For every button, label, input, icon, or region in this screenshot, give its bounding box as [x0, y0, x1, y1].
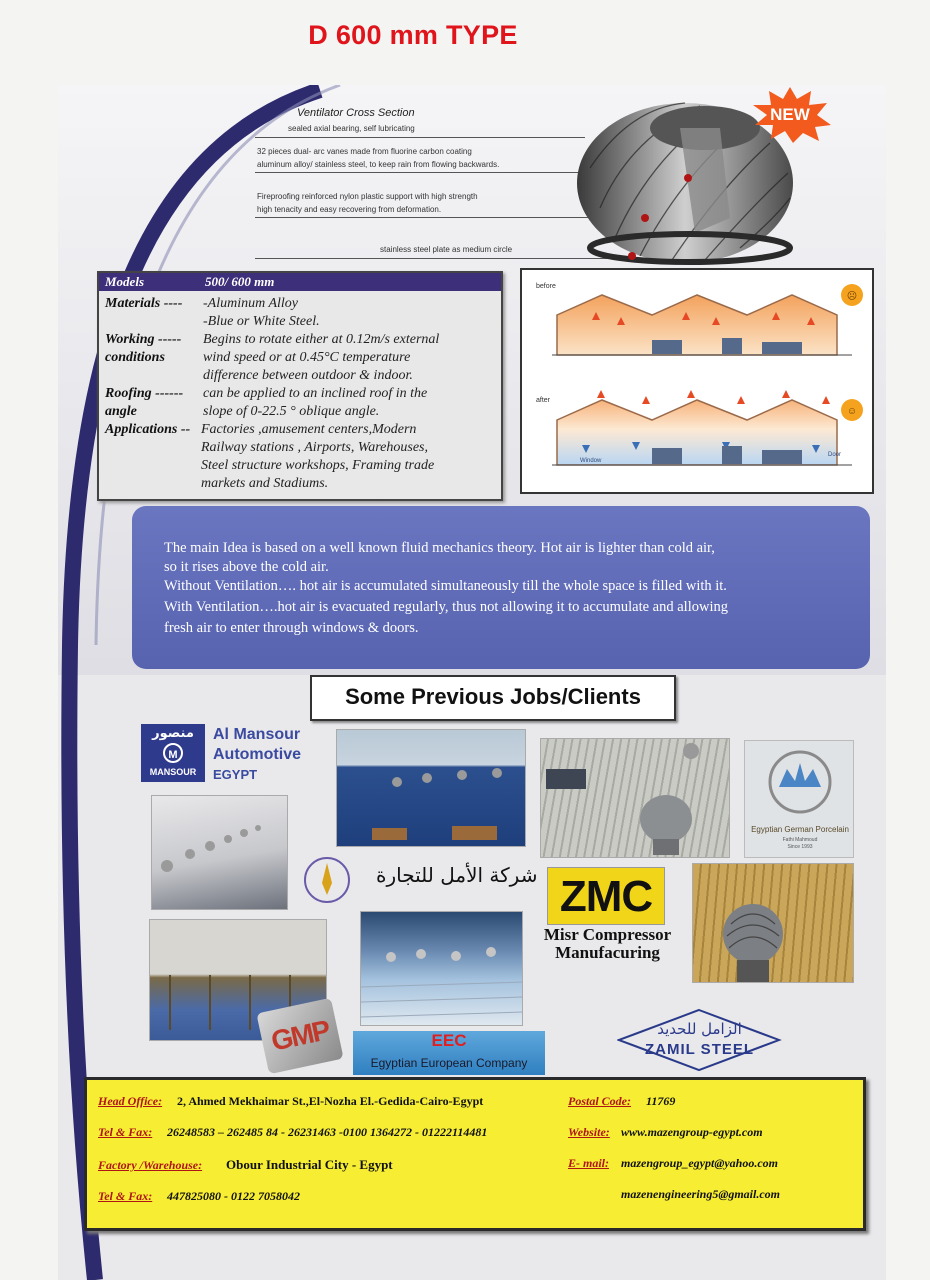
- zmc-line2: Manufacuring: [555, 943, 660, 962]
- zamil-name: ZAMIL STEEL: [644, 1041, 755, 1058]
- spec-value: Begins to rotate either at 0.12m/s external: [203, 332, 440, 347]
- before-after-diagram: [520, 268, 874, 494]
- new-badge-icon: [745, 85, 835, 145]
- callout-line: [255, 172, 600, 173]
- photo-blue-factory: [336, 729, 526, 847]
- website-value[interactable]: www.mazengroup-egypt.com: [621, 1125, 763, 1139]
- egp-logo: [744, 740, 854, 858]
- spec-header-value: 500/ 600 mm: [205, 274, 275, 289]
- spec-value: difference between outdoor & indoor.: [203, 368, 413, 383]
- window-label: Window: [580, 458, 602, 464]
- tel2-label: Tel & Fax:: [98, 1189, 153, 1203]
- spec-header-label: Models: [105, 274, 144, 289]
- zamil-arabic: الزامل للحديد: [657, 1020, 742, 1038]
- roof-ventilator: [541, 739, 730, 858]
- ventilator-closeup: [693, 864, 854, 983]
- email-label: E- mail:: [568, 1156, 609, 1170]
- tel1-label: Tel & Fax:: [98, 1125, 153, 1139]
- mansour-arabic: منصور: [152, 726, 194, 741]
- postal-value: 11769: [646, 1094, 676, 1108]
- idea-box: [132, 506, 870, 669]
- crown-icon: [765, 747, 835, 817]
- mansour-line3: EGYPT: [213, 767, 258, 782]
- zamil-logo: [617, 1008, 782, 1072]
- after-label: after: [536, 397, 551, 404]
- email2-value[interactable]: mazenengineering5@gmail.com: [621, 1187, 780, 1201]
- factory-label: Factory /Warehouse:: [98, 1158, 203, 1172]
- cross-section-note: aluminum alloy/ stainless steel, to keep rain from flowing backwards.: [257, 160, 500, 169]
- egp-sub2: Since 1993: [787, 844, 813, 850]
- photo-roof-ventilator: [540, 738, 730, 858]
- idea-line: Without Ventilation…. hot air is accumulated simultaneously till the whole space is filled with it.: [164, 578, 727, 594]
- factory-value: Obour Industrial City - Egypt: [226, 1157, 393, 1172]
- spec-value: can be applied to an inclined roof in the: [203, 386, 428, 401]
- zmc-line1: Misr Compressor: [543, 925, 672, 944]
- photo-blue-roof: [360, 911, 523, 1026]
- egp-sub1: Fathi Mahmoud: [782, 837, 818, 843]
- spec-label-conditions: conditions: [105, 350, 165, 365]
- new-badge-text: NEW: [770, 105, 810, 124]
- spec-label-roofing: Roofing ------: [105, 386, 184, 401]
- sad-face-icon: ☹: [846, 291, 858, 302]
- mansour-line1: Al Mansour: [213, 726, 301, 743]
- idea-line: so it rises above the cold air.: [164, 559, 329, 575]
- idea-line: With Ventilation….hot air is evacuated regularly, thus not allowing it to accumulate and allowing: [164, 599, 728, 615]
- head-office-label: Head Office:: [98, 1094, 163, 1108]
- egp-name: Egyptian German Porcelain: [751, 825, 849, 834]
- cross-section-note: sealed axial bearing, self lubricating: [288, 124, 415, 133]
- door-label: Door: [828, 452, 842, 458]
- gmp-logo: GMP: [256, 998, 343, 1074]
- mansour-badge-text: MANSOUR: [149, 767, 197, 777]
- spec-value: slope of 0-22.5 ° oblique angle.: [203, 404, 380, 419]
- cross-section-note: Fireproofing reinforced nylon plastic support with high strength: [257, 192, 478, 201]
- postal-label: Postal Code:: [568, 1094, 631, 1108]
- callout-line: [255, 137, 585, 138]
- photo-ventilator-closeup: [692, 863, 854, 983]
- eec-logo-text: EEC: [431, 1031, 467, 1050]
- website-label: Website:: [568, 1125, 610, 1139]
- clients-heading: Some Previous Jobs/Clients: [310, 675, 676, 721]
- spec-label-working: Working -----: [105, 332, 182, 347]
- email1-value[interactable]: mazengroup_egypt@yahoo.com: [621, 1156, 778, 1170]
- spec-value: -Blue or White Steel.: [203, 314, 320, 329]
- eec-name: Egyptian European Company: [370, 1056, 528, 1070]
- mansour-emblem-icon: M: [163, 743, 183, 763]
- cross-section-note: stainless steel plate as medium circle: [380, 245, 513, 254]
- blue-roof-vents: [361, 912, 523, 1026]
- spec-table: [97, 271, 503, 501]
- spec-label-materials: Materials ----: [105, 296, 183, 311]
- amal-name: شركة الأمل للتجارة: [376, 863, 538, 887]
- spec-value: -Aluminum Alloy: [203, 296, 299, 311]
- mansour-logo: [141, 724, 205, 782]
- spec-value: Steel structure workshops, Framing trade: [201, 458, 435, 473]
- idea-line: The main Idea is based on a well known fluid mechanics theory. Hot air is lighter than cold air,: [164, 540, 715, 556]
- spec-label-applications: Applications --: [105, 422, 191, 437]
- mansour-name: [213, 725, 301, 785]
- happy-face-icon: ☺: [846, 406, 858, 417]
- tel2-value: 447825080 - 0122 7058042: [167, 1189, 300, 1203]
- spec-value: Factories ,amusement centers,Modern: [201, 422, 417, 437]
- tel1-value: 26248583 – 262485 84 - 26231463 -0100 1364272 - 01222114481: [167, 1125, 488, 1139]
- contact-footer: [84, 1077, 866, 1231]
- zmc-name: [530, 926, 685, 962]
- cross-section-note: high tenacity and easy recovering from deformation.: [257, 205, 442, 214]
- airflow-illustration: [522, 270, 872, 492]
- spec-value: wind speed or at 0.45°C temperature: [203, 350, 411, 365]
- head-office-value: 2, Ahmed Mekhaimar St.,El-Nozha El.-Gedida-Cairo-Egypt: [177, 1094, 484, 1108]
- before-label: before: [536, 283, 556, 290]
- mansour-line2: Automotive: [213, 746, 301, 763]
- spec-value: markets and Stadiums.: [201, 476, 329, 491]
- spec-value: Railway stations , Airports, Warehouses,: [201, 440, 429, 455]
- spec-label-angle: angle: [105, 404, 137, 419]
- photo-white-roof: [151, 795, 288, 910]
- amal-logo-icon: [300, 855, 355, 905]
- zamil-diamond-icon: [617, 1008, 782, 1072]
- page-title: D 600 mm TYPE: [308, 20, 518, 50]
- cross-section-note: 32 pieces dual- arc vanes made from fluorine carbon coating: [257, 147, 472, 156]
- spec-table-header: [99, 273, 501, 291]
- factory-roof-vents: [337, 730, 526, 847]
- idea-line: fresh air to enter through windows & doors.: [164, 620, 419, 636]
- zmc-logo: ZMC: [547, 867, 665, 925]
- cross-section-title: Ventilator Cross Section: [297, 107, 415, 119]
- eec-logo: [353, 1031, 545, 1075]
- white-roof-vents: [152, 796, 288, 910]
